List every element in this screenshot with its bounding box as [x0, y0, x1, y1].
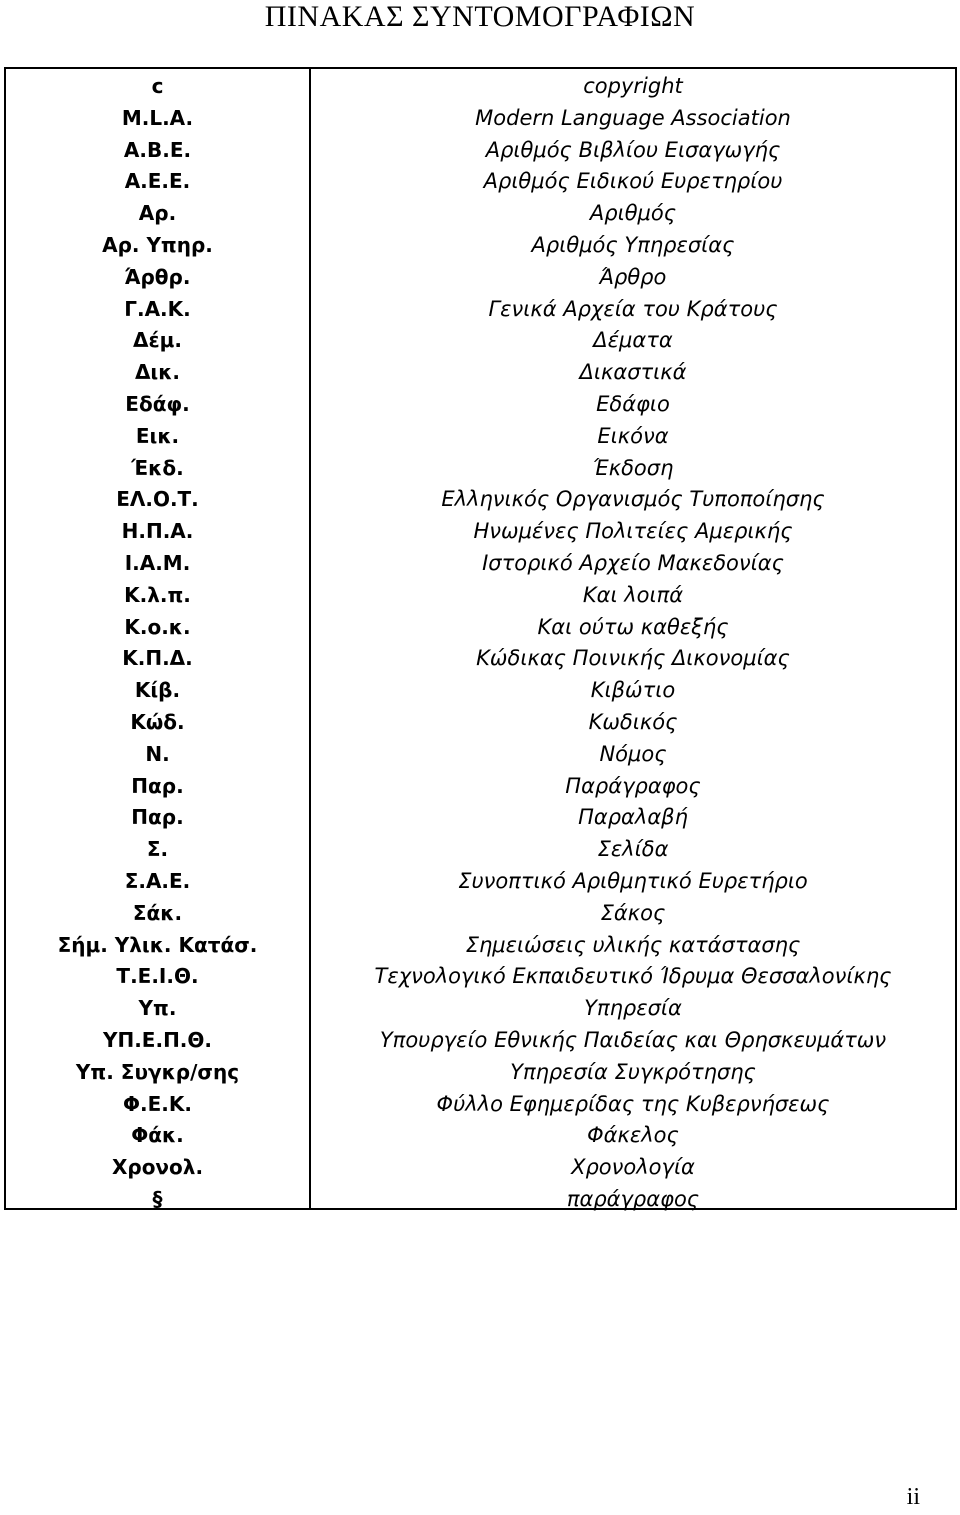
- meaning-cell: Άρθρο: [599, 264, 667, 289]
- meaning-cell: Αριθμός Βιβλίου Εισαγωγής: [485, 137, 781, 162]
- abbreviation-cell: M.L.A.: [121, 105, 194, 130]
- abbreviation-cell: Φ.Ε.Κ.: [123, 1091, 192, 1116]
- abbreviation-column: [6, 69, 311, 1211]
- abbreviation-cell: ΥΠ.Ε.Π.Θ.: [102, 1027, 212, 1052]
- meaning-cell: Αριθμός: [589, 201, 677, 226]
- meaning-cell: Τεχνολογικό Εκπαιδευτικό Ίδρυμα Θεσσαλονίκης: [374, 964, 892, 989]
- meaning-cell: Φύλλο Εφημερίδας της Κυβερνήσεως: [436, 1091, 830, 1116]
- meaning-cell: Υπηρεσία Συγκρότησης: [510, 1059, 756, 1084]
- abbreviation-cell: Σ.Α.Ε.: [124, 868, 191, 893]
- meaning-cell: Modern Language Association: [475, 105, 791, 130]
- meaning-cell: Και λοιπά: [582, 582, 684, 607]
- abbreviation-cell: Δικ.: [134, 360, 181, 385]
- abbreviation-cell: Α.Β.Ε.: [123, 137, 192, 162]
- meaning-cell: Έκδοση: [592, 455, 674, 480]
- abbreviation-cell: Κώδ.: [130, 709, 185, 734]
- abbreviation-cell: Δέμ.: [133, 328, 182, 353]
- meaning-cell: Φάκελος: [587, 1123, 679, 1148]
- meaning-cell: Παράγραφος: [565, 773, 701, 798]
- meaning-column: [311, 69, 955, 1211]
- meaning-cell: Παραλαβή: [578, 805, 688, 830]
- meaning-cell: Χρονολογία: [571, 1155, 695, 1180]
- abbreviation-cell: c: [151, 74, 164, 98]
- abbreviation-cell: Κ.ο.κ.: [124, 614, 191, 639]
- meaning-cell: copyright: [583, 74, 683, 98]
- meaning-cell: Συνοπτικό Αριθμητικό Ευρετήριο: [458, 868, 808, 893]
- meaning-cell: Εδάφιο: [596, 391, 670, 416]
- meaning-cell: Σάκος: [600, 900, 666, 925]
- abbreviation-cell: Τ.Ε.Ι.Θ.: [116, 964, 199, 989]
- abbreviation-cell: Παρ.: [131, 773, 184, 798]
- meaning-cell: Κιβώτιο: [590, 678, 676, 703]
- abbreviation-cell: Σήμ. Υλικ. Κατάσ.: [57, 932, 258, 957]
- meaning-cell: Γενικά Αρχεία του Κράτους: [488, 296, 778, 321]
- meaning-cell: Νόμος: [599, 741, 667, 766]
- meaning-cell: Ηνωμένες Πολιτείες Αμερικής: [473, 519, 793, 544]
- meaning-cell: Σελίδα: [597, 837, 669, 862]
- meaning-cell: Κωδικός: [588, 709, 678, 734]
- abbreviations-table: [4, 67, 957, 1210]
- meaning-cell: Αριθμός Υπηρεσίας: [531, 232, 735, 257]
- abbreviation-cell: Υπ. Συγκρ/σης: [75, 1059, 240, 1084]
- abbreviation-cell: §: [152, 1186, 163, 1211]
- meaning-cell: παράγραφος: [566, 1186, 700, 1211]
- abbreviation-cell: Η.Π.Α.: [121, 519, 194, 544]
- abbreviation-cell: Κίβ.: [134, 678, 181, 703]
- meaning-cell: Δέματα: [593, 328, 673, 353]
- meaning-cell: Και ούτω καθεξής: [537, 614, 729, 639]
- abbreviation-cell: Σάκ.: [132, 900, 183, 925]
- meaning-cell: Ιστορικό Αρχείο Μακεδονίας: [482, 550, 784, 575]
- abbreviation-cell: Σ.: [146, 837, 169, 862]
- meaning-cell: Υπουργείο Εθνικής Παιδείας και Θρησκευμάτων: [379, 1027, 887, 1052]
- meaning-cell: Κώδικας Ποινικής Δικονομίας: [476, 646, 790, 671]
- abbreviation-cell: Εικ.: [135, 423, 180, 448]
- abbreviation-cell: Φάκ.: [131, 1123, 184, 1148]
- meaning-cell: Δικαστικά: [579, 360, 687, 385]
- abbreviation-cell: Χρονολ.: [111, 1155, 204, 1180]
- abbreviation-cell: ΕΛ.Ο.Τ.: [116, 487, 199, 512]
- meaning-cell: Σημειώσεις υλικής κατάστασης: [465, 932, 801, 957]
- meaning-cell: Ελληνικός Οργανισμός Τυποποίησης: [441, 487, 825, 512]
- abbreviation-cell: Α.Ε.Ε.: [124, 169, 191, 194]
- abbreviation-cell: Ι.Α.Μ.: [124, 550, 191, 575]
- abbreviation-cell: Εδάφ.: [125, 391, 190, 416]
- abbreviation-cell: Κ.λ.π.: [124, 582, 191, 607]
- abbreviation-cell: Άρθρ.: [124, 264, 191, 289]
- abbreviation-cell: Αρ. Υπηρ.: [102, 232, 213, 257]
- meaning-cell: Εικόνα: [597, 423, 669, 448]
- meaning-cell: Υπηρεσία: [584, 996, 682, 1021]
- meaning-cell: Αριθμός Ειδικού Ευρετηρίου: [483, 169, 783, 194]
- abbreviation-cell: Υπ.: [138, 996, 177, 1021]
- abbreviation-cell: Γ.Α.Κ.: [124, 296, 191, 321]
- abbreviation-cell: Ν.: [145, 741, 170, 766]
- abbreviation-cell: Έκδ.: [131, 455, 184, 480]
- abbreviation-cell: Αρ.: [138, 201, 177, 226]
- page-number: ii: [906, 1484, 920, 1510]
- abbreviation-cell: Κ.Π.Δ.: [122, 646, 193, 671]
- page-title: ΠΙΝΑΚΑΣ ΣΥΝΤΟΜΟΓΡΑΦΙΩΝ: [264, 0, 696, 33]
- abbreviation-cell: Παρ.: [131, 805, 184, 830]
